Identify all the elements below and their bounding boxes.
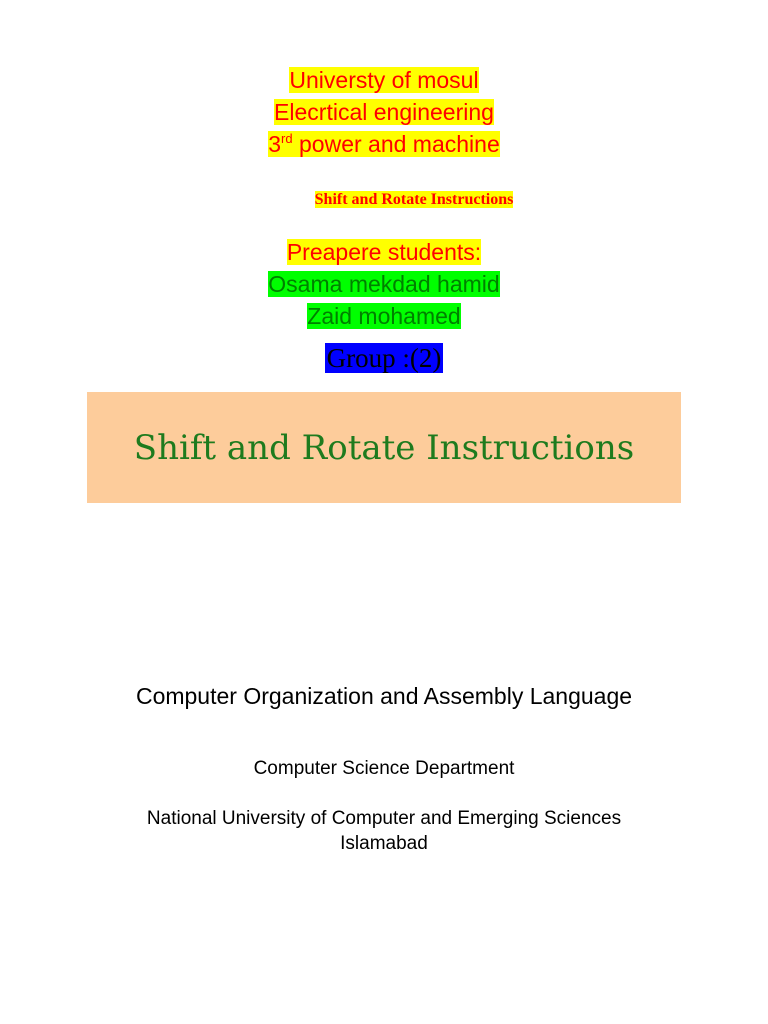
group-label: Group :(2) — [326, 343, 442, 373]
banner-title: Shift and Rotate Instructions — [133, 427, 635, 468]
department-label: Computer Science Department — [253, 758, 515, 779]
student-name: Osama mekdad hamid — [268, 271, 500, 297]
institution-city: Islamabad — [340, 833, 428, 854]
university-name: Universty of mosul — [289, 67, 479, 93]
class-year-rest: power and machine — [292, 131, 500, 157]
institution — [0, 806, 768, 856]
header-block — [0, 64, 768, 160]
institution-name: National University of Computer and Emerging Sciences — [146, 808, 622, 829]
students-block — [0, 236, 768, 332]
department-name: Elecrtical engineering — [274, 99, 494, 125]
course-name: Computer Organization and Assembly Language — [135, 683, 633, 709]
students-heading: Preapere students: — [286, 239, 482, 265]
student-name: Zaid mohamed — [307, 303, 461, 329]
class-year — [0, 128, 768, 160]
title-banner — [87, 392, 681, 503]
small-title: Shift and Rotate Instructions — [314, 191, 514, 208]
class-year-suffix: rd — [281, 131, 293, 146]
class-year-number: 3 — [268, 131, 282, 157]
